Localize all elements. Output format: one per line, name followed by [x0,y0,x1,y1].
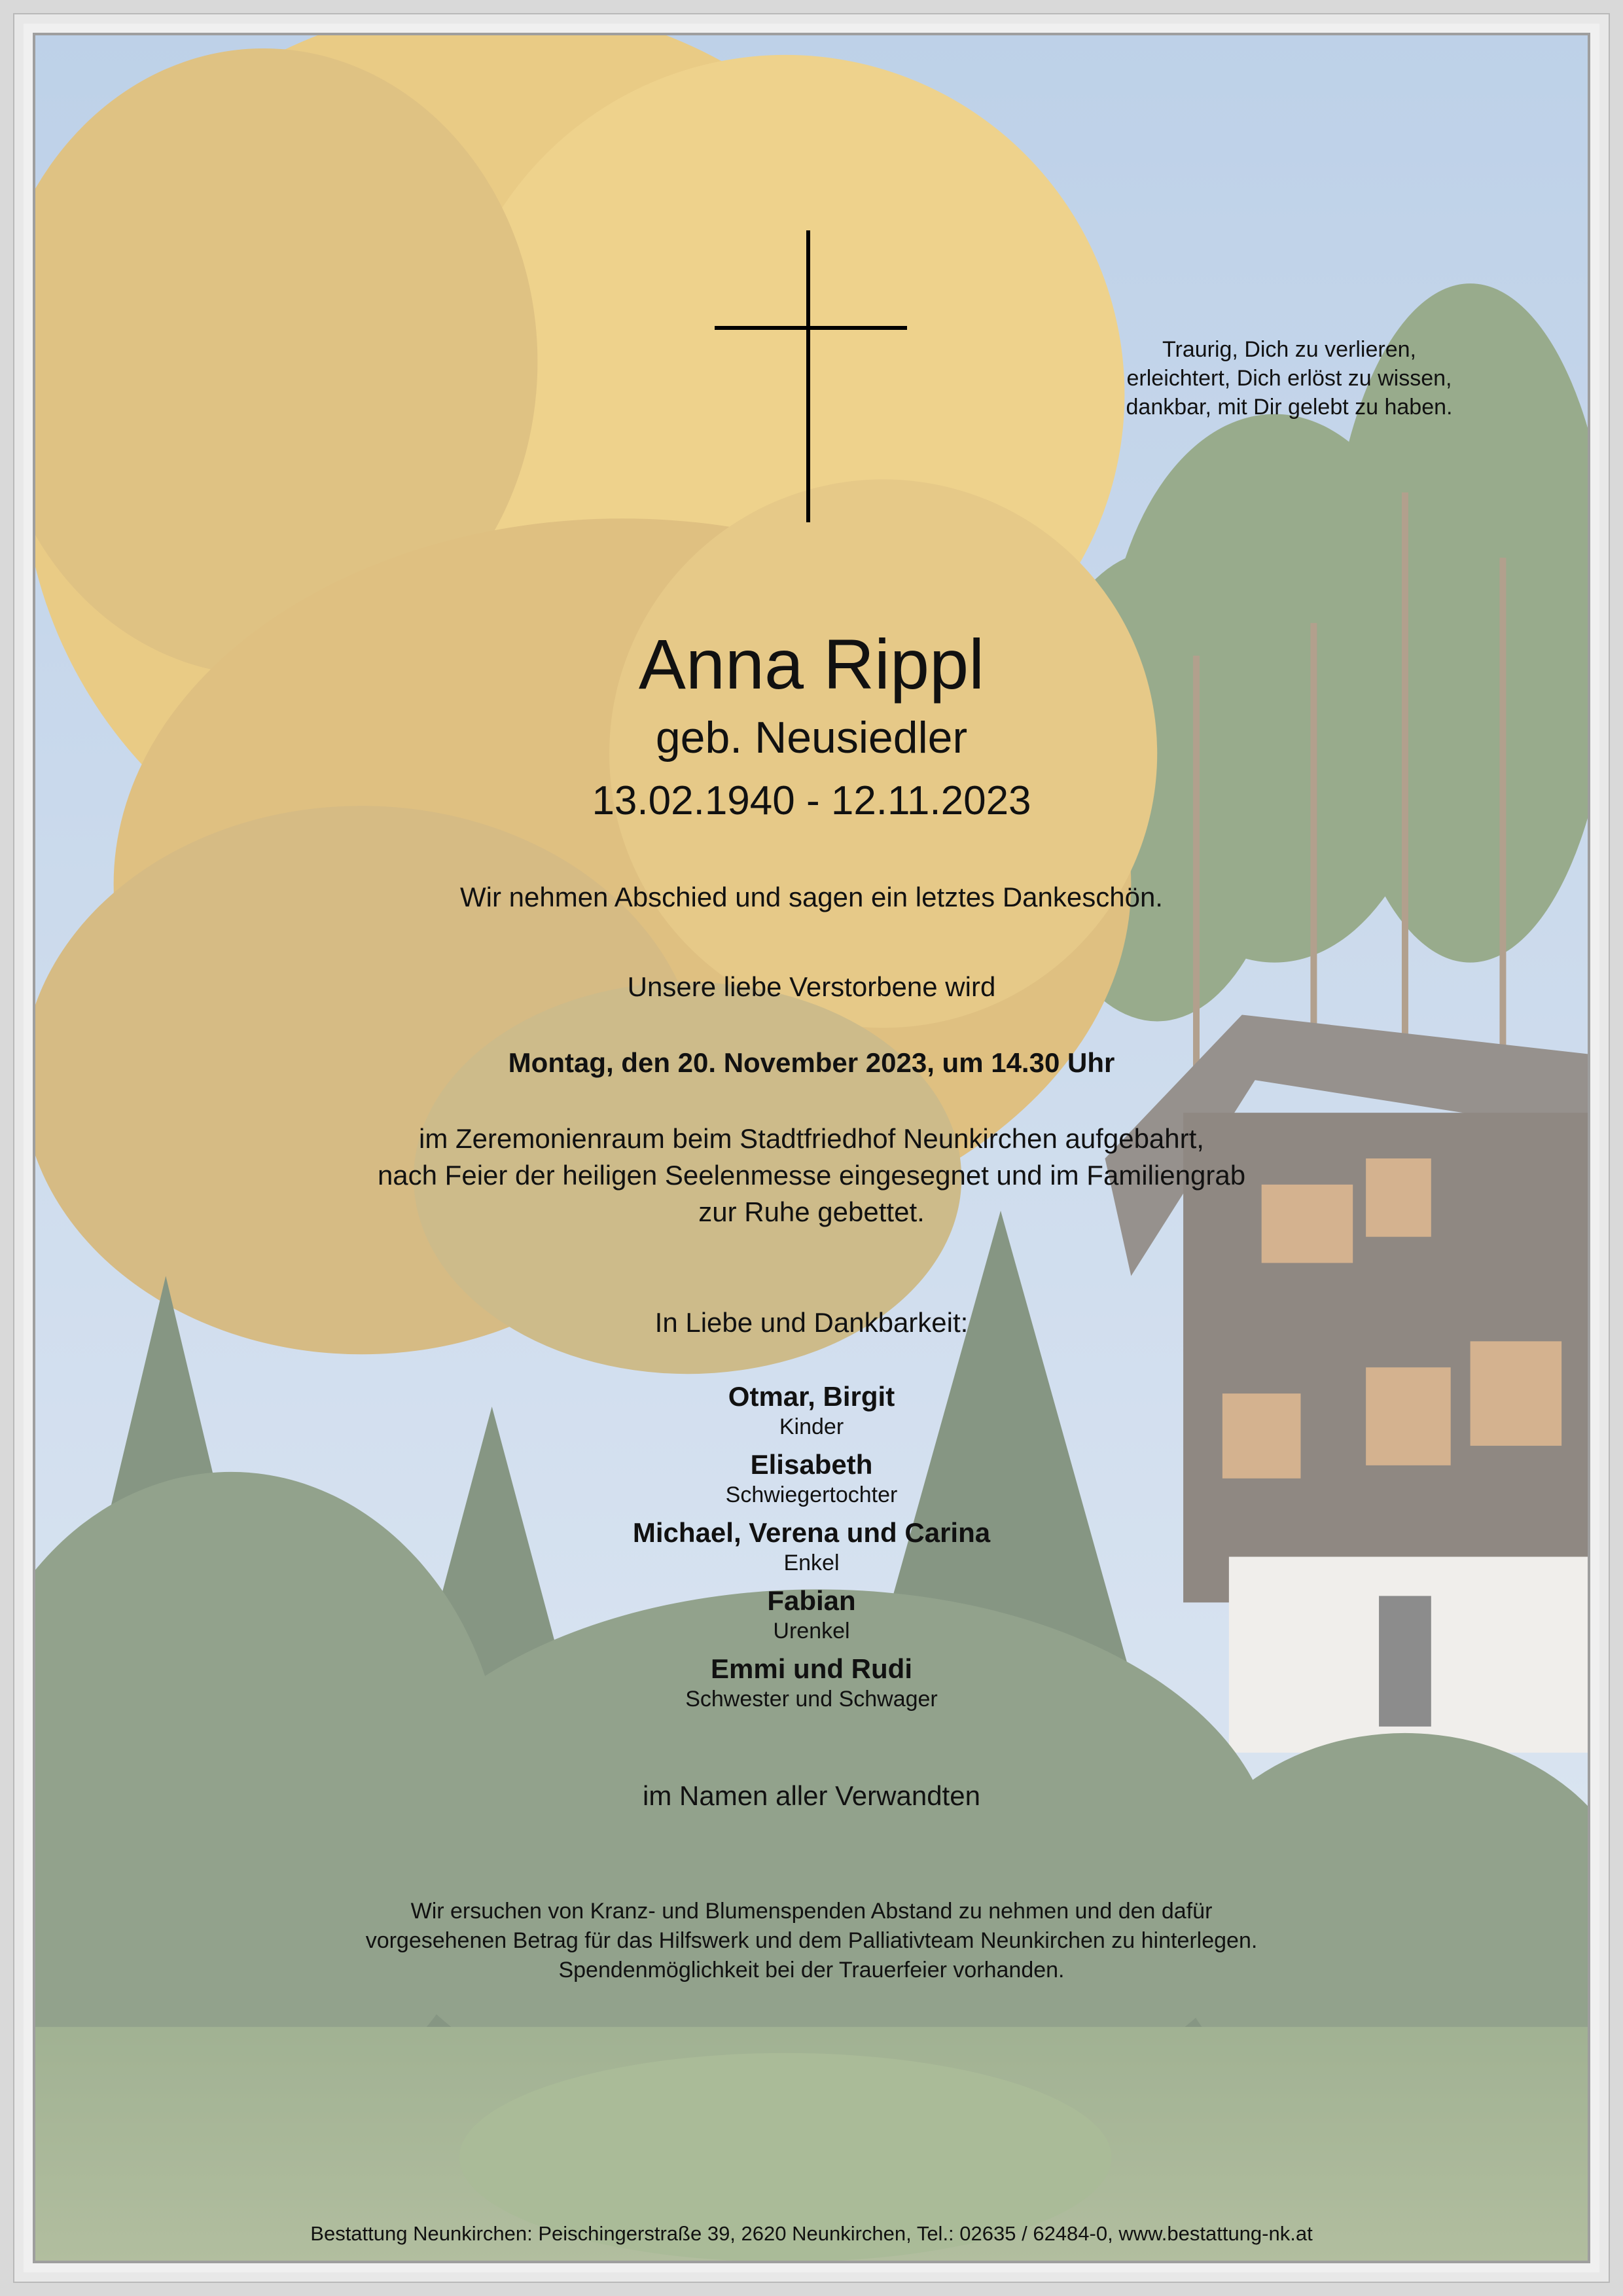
mourner-entry [0,1448,1623,1508]
mourners-closing: im Namen aller Verwandten [643,1780,980,1811]
mourner-name: Fabian [767,1585,856,1616]
mourner-name: Elisabeth [750,1449,873,1480]
funeral-home-footer: Bestattung Neunkirchen: Peischingerstraße 39, 2620 Neunkirchen, Tel.: 02635 / 62484-0, www.bestattung-nk.at [310,2222,1313,2245]
place-line: nach Feier der heiligen Seelenmesse eingesegnet und im Familiengrab [377,1160,1246,1191]
donation-notice [0,1897,1623,1985]
quote-line: Traurig, Dich zu verlieren, [1162,337,1416,362]
place-line: zur Ruhe gebettet. [698,1196,925,1227]
mourner-entry [0,1584,1623,1644]
maiden-name: geb. Neusiedler [655,713,968,762]
life-dates: 13.02.1940 - 12.11.2023 [592,778,1031,823]
mourners-heading: In Liebe und Dankbarkeit: [654,1307,969,1338]
mourner-entry [0,1380,1623,1440]
funeral-place [0,1121,1623,1230]
mourner-entry [0,1652,1623,1712]
mourner-name: Otmar, Birgit [728,1381,895,1412]
memorial-quote [1060,335,1518,422]
mourner-relation: Enkel [783,1551,840,1575]
funeral-intro: Unsere liebe Verstorbene wird [627,971,996,1002]
donation-line: Spendenmöglichkeit bei der Trauerfeier vorhanden. [558,1958,1065,1982]
donation-line: vorgesehenen Betrag für das Hilfswerk und dem Palliativteam Neunkirchen zu hinterlegen. [365,1928,1258,1953]
mourner-relation: Schwiegertochter [725,1482,898,1507]
place-line: im Zeremonienraum beim Stadtfriedhof Neunkirchen aufgebahrt, [419,1123,1204,1154]
farewell-text: Wir nehmen Abschied und sagen ein letztes Dankeschön. [460,882,1163,912]
mourner-name: Michael, Verena und Carina [632,1517,991,1548]
mourner-entry [0,1516,1623,1576]
mourner-relation: Urenkel [773,1619,850,1643]
mourner-relation: Schwester und Schwager [685,1687,938,1712]
mourner-relation: Kinder [779,1414,844,1439]
cross-vertical-bar [806,230,810,522]
mourner-name: Emmi und Rudi [711,1653,912,1684]
quote-line: erleichtert, Dich erlöst zu wissen, [1126,366,1452,391]
cross-horizontal-bar [715,326,907,330]
donation-line: Wir ersuchen von Kranz- und Blumenspenden Abstand zu nehmen und den dafür [410,1899,1213,1924]
deceased-name: Anna Rippl [638,624,985,704]
funeral-datetime: Montag, den 20. November 2023, um 14.30 Uhr [508,1047,1115,1078]
mourners-list [0,1380,1623,1720]
quote-line: dankbar, mit Dir gelebt zu haben. [1126,395,1453,420]
